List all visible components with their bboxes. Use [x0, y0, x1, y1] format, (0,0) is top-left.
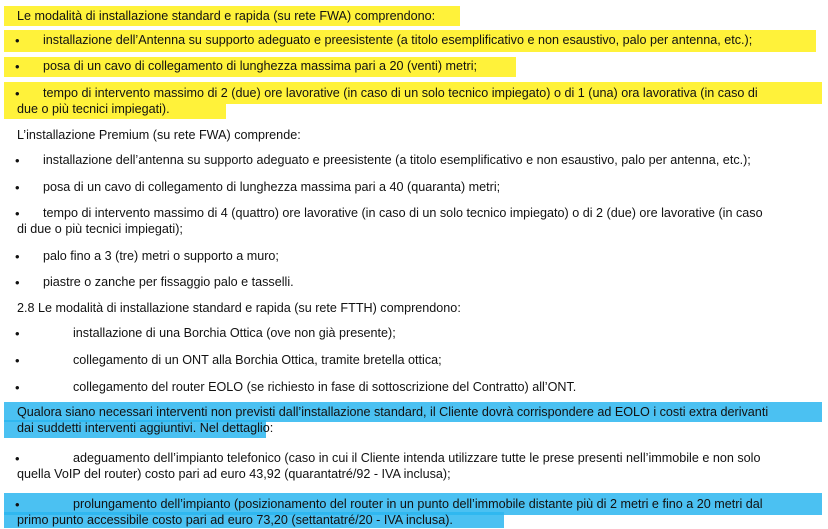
- bullet: •: [15, 326, 20, 341]
- bullet: •: [15, 451, 20, 466]
- bullet: •: [15, 180, 20, 195]
- list-item-continuation: di due o più tecnici impiegati);: [17, 222, 183, 236]
- bullet: •: [15, 153, 20, 168]
- list-item: collegamento del router EOLO (se richiesto in fase di sottoscrizione del Contratto) all’ONT.: [73, 380, 577, 394]
- bullet: •: [15, 206, 20, 221]
- bullet: •: [15, 86, 20, 101]
- bullet: •: [15, 33, 20, 48]
- list-item: tempo di intervento massimo di 2 (due) ore lavorative (in caso di un solo tecnico impiegato) o di 1 (una) ora lavorativa (in caso di: [43, 86, 758, 100]
- list-item-continuation: due o più tecnici impiegati).: [17, 102, 170, 116]
- paragraph: dai suddetti interventi aggiuntivi. Nel dettaglio:: [17, 421, 274, 435]
- section-heading: Le modalità di installazione standard e rapida (su rete FWA) comprendono:: [17, 9, 436, 23]
- bullet: •: [15, 275, 20, 290]
- bullet: •: [15, 497, 20, 512]
- bullet: •: [15, 59, 20, 74]
- list-item: posa di un cavo di collegamento di lunghezza massima pari a 20 (venti) metri;: [43, 59, 478, 73]
- section-heading: 2.8 Le modalità di installazione standard e rapida (su rete FTTH) comprendono:: [17, 301, 461, 315]
- list-item: posa di un cavo di collegamento di lunghezza massima pari a 40 (quaranta) metri;: [43, 180, 501, 194]
- bullet: •: [15, 249, 20, 264]
- section-heading: L’installazione Premium (su rete FWA) comprende:: [17, 128, 301, 142]
- list-item: tempo di intervento massimo di 4 (quattro) ore lavorative (in caso di un solo tecnico impiegato) o di 2 (due) ore lavorative (in caso: [43, 206, 763, 220]
- list-item: palo fino a 3 (tre) metri o supporto a muro;: [43, 249, 279, 263]
- list-item: installazione di una Borchia Ottica (ove non già presente);: [73, 326, 396, 340]
- list-item-continuation: primo punto accessibile costo pari ad euro 73,20 (settantatré/20 - IVA inclusa).: [17, 513, 453, 527]
- list-item: piastre o zanche per fissaggio palo e tasselli.: [43, 275, 294, 289]
- bullet: •: [15, 353, 20, 368]
- list-item: adeguamento dell’impianto telefonico (caso in cui il Cliente intenda utilizzare tutte le prese presenti nell’immobile e non solo: [73, 451, 761, 465]
- list-item: installazione dell’antenna su supporto adeguato e preesistente (a titolo esemplificativo e non esaustivo, palo per antenna, etc.);: [43, 153, 751, 167]
- list-item: prolungamento dell’impianto (posizionamento del router in un punto dell’immobile distante più di 2 metri e fino a 20 metri dal: [73, 497, 763, 511]
- paragraph: Qualora siano necessari interventi non previsti dall’installazione standard, il Cliente dovrà corrispondere ad EOLO i costi extra derivanti: [17, 405, 769, 419]
- list-item: collegamento di un ONT alla Borchia Ottica, tramite bretella ottica;: [73, 353, 442, 367]
- bullet: •: [15, 380, 20, 395]
- list-item-continuation: quella VoIP del router) costo pari ad euro 43,92 (quarantatré/92 - IVA inclusa);: [17, 467, 451, 481]
- list-item: installazione dell’Antenna su supporto adeguato e preesistente (a titolo esemplificativo e non esaustivo, palo per antenna, etc.);: [43, 33, 753, 47]
